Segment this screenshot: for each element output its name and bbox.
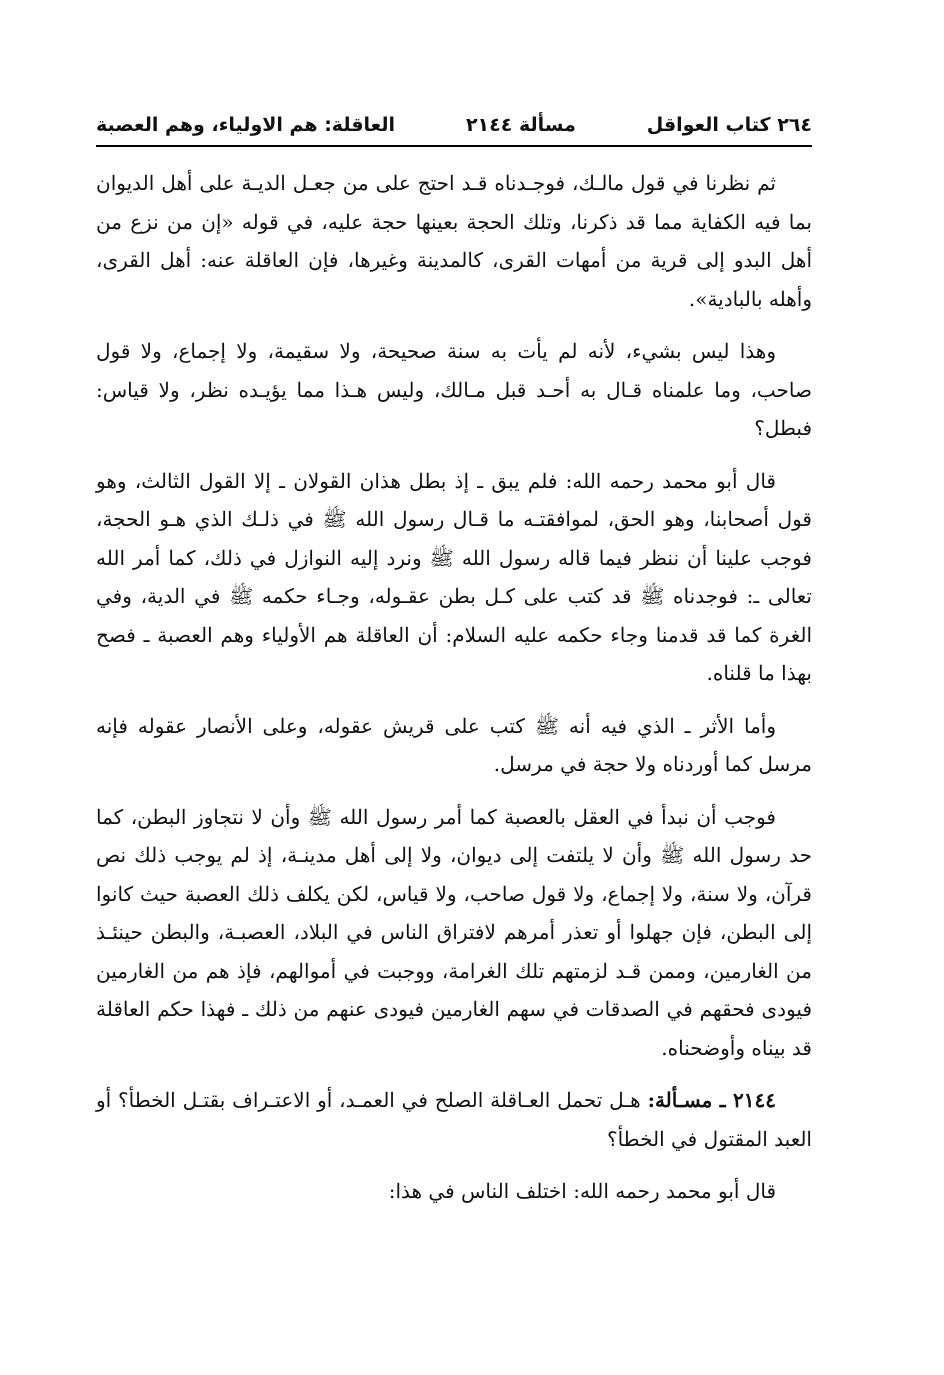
page-header [96,108,812,142]
issue-paragraph [96,1081,812,1158]
closing-line: قال أبو محمد رحمه الله: اختلف الناس في هذا: [388,1179,776,1203]
paragraph: وأما الأثر ـ الذي فيه أنه ﷺ كتب على قريش عقوله، وعلى الأنصار عقوله فإنه مرسل كما أوردناه ولا حجة في مرسل. [96,713,812,776]
issue-label: مسألة ٢١٤٤ [465,114,576,136]
book-title: كتاب العواقل [646,114,771,136]
topic-title: العاقلة: هم الاولياء، وهم العصبة [96,114,396,136]
issue-text: هـل تحمل العـاقلة الصلح في العمـد، أو الاعتـراف بقتـل الخطأ؟ أو العبد المقتول في الخطأ؟ [96,1088,812,1151]
issue-number: ٢١٤٤ ـ مسـألة: [647,1088,777,1112]
paragraph: ثم نظرنا في قول مالـك، فوجـدناه قـد احتج على من جعـل الديـة على أهل الديوان بما فيه الكفاية مما قد ذكرنا، وتلك الحجة بعينها حجة عليه، في قوله «إن من نزع من أهل البدو إلى قرية من أمهات القرى، كالمدينة وغيرها، فإن العاقلة عنه: أهل القرى، وأهله بالبادية». [96,171,812,311]
page-body [96,164,812,1225]
paragraph: وهذا ليس بشيء، لأنه لم يأت به سنة صحيحة، ولا سقيمة، ولا إجماع، ولا قول صاحب، وما علمناه قـال به أحـد قبل مـالك، وليس هـذا مما يؤيـده نظر، ولا قياس: فبطل؟ [96,339,812,440]
header-rule [96,145,812,147]
paragraph: فوجب أن نبدأ في العقل بالعصبة كما أمر رسول الله ﷺ وأن لا نتجاوز البطن، كما حد رسول الله ﷺ وأن لا يلتفت إلى ديوان، ولا إلى أهل مدينـة، إذ لم يوجب ذلك نص قرآن، ولا سنة، ولا إجماع، ولا قول صاحب، ولا قياس، لكن يكلف ذلك العصبة حيث كانوا إلى البطن، فإن جهلوا أو تعذر أمرهم لافتراق الناس في البلاد، العصبـة، والبطن حينئـذ من الغارمين، وممن قـد لزمتهم تلك الغرامة، ووجبت في أموالهم، فإذ هم من الغارمين فيودى فحقهم في الصدقات في سهم الغارمين فيودى عنهم من ذلك ـ فهذا حكم العاقلة قد بيناه وأوضحناه. [96,804,812,1060]
paragraph: قال أبو محمد رحمه الله: فلم يبق ـ إذ بطل هذان القولان ـ إلا القول الثالث، وهو قول أصحابنا، وهو الحق، لموافقتـه ما قـال رسول الله ﷺ في ذلـك الذي هـو الحجة، فوجب علينا أن ننظر فيما قاله رسول الله ﷺ ونرد إليه النوازل في ذلك، كما أمر الله تعالى ـ: فوجدناه ﷺ قد كتب على كـل بطن عقـوله، وجـاء حكمه ﷺ في الدية، وفي الغرة كما قد قدمنا وجاء حكمه عليه السلام: أن العاقلة هم الأولياء وهم العصبة ـ فصح بهذا ما قلناه. [96,468,812,685]
header-right [647,114,812,136]
page-number: ٢٦٤ [777,114,812,136]
